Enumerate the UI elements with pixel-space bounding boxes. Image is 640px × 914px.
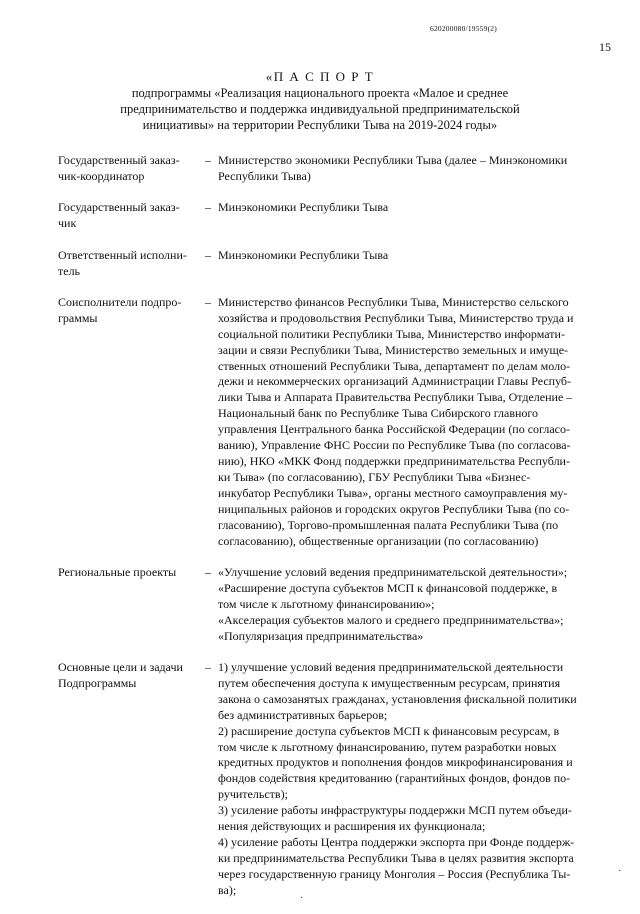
dash: –: [205, 200, 211, 215]
scan-mark: ·: [300, 893, 304, 904]
row-label: Ответственный исполни- тель: [58, 247, 187, 278]
row-executor: [58, 248, 610, 280]
row-label: Основные цели и задачи Подпрограммы: [58, 659, 183, 690]
title-line-1: «П А С П О Р Т: [265, 69, 375, 84]
row-regional-projects: [58, 565, 610, 645]
row-value: Минэкономики Республики Тыва: [218, 200, 389, 215]
row-label: Государственный заказ- чик-координатор: [58, 153, 180, 183]
title-line-3: предпринимательство и поддержка индивидуальной предпринимательской: [120, 102, 520, 116]
dash: –: [205, 564, 211, 579]
row-value: Минэкономики Республики Тыва: [218, 247, 389, 262]
row-goals: [58, 660, 610, 899]
row-value: Министерство финансов Республики Тыва, Министерство сельского хозяйства и продовольствия Республики Тыва, Министерство труда и социальной политики Республики Тыва, Министерство информати- зации и связи Республики Тыва, Министерство земельных и имуще- ственных отношений Республики Тыва, департамент по делам моло- дежи и некоммерческих организаций Администрации Главы Респуб- лики Тыва и Аппарата Правительства Республики Тыва, Отделение – Национальный банк по Республике Тыва Сибирского главного управления Центрального банка Российской Федерации (по согласо- ванию), Управление ФНС России по Республике Тыва (по согласова- нию), НКО «МКК Фонд поддержки предпринимательства Республи- ки Тыва» (по согласованию), ГБУ Республики Тыва «Бизнес- инкубатор Республики Тыва», органы местного самоуправления му- ниципальных районов и городских округов Республики Тыва (по со- гласованию), Торгово-промышленная палата Республики Тыва (по согласованию), общественные организации (по согласованию): [218, 294, 574, 548]
dash: –: [205, 153, 211, 167]
row-label: Соисполнители подпро- граммы: [58, 294, 182, 325]
dash: –: [205, 659, 211, 674]
document-code: 620200080/19559(2): [430, 24, 497, 33]
page-number: 15: [599, 40, 611, 54]
title-line-2: подпрограммы «Реализация национального проекта «Малое и среднее: [131, 86, 509, 100]
row-coexecutors: [58, 295, 610, 550]
scan-mark: ·: [618, 866, 622, 877]
passport-title: [0, 69, 640, 133]
row-label: Государственный заказ- чик: [58, 200, 180, 231]
row-coordinator: [58, 153, 610, 185]
row-label: Региональные проекты: [58, 564, 177, 579]
row-value: «Улучшение условий ведения предпринимательской деятельности»; «Расширение доступа субъектов МСП к финансовой поддержке, в том числе к льготному финансированию»; «Акселерация субъектов малого и среднего предпринимательства»; «Популяризация предпринимательства»: [218, 564, 568, 643]
title-line-4: инициативы» на территории Республики Тыва на 2019-2024 годы»: [142, 118, 498, 132]
row-customer: [58, 200, 610, 232]
passport-table: [58, 153, 610, 914]
row-value: Министерство экономики Республики Тыва (далее – Минэкономики Республики Тыва): [218, 153, 568, 183]
dash: –: [205, 247, 211, 262]
row-value: 1) улучшение условий ведения предпринимательской деятельности путем обеспечения доступа к имущественным ресурсам, принятия закона о самозанятых гражданах, установления фискальной политики без административных барьеров; 2) расширение доступа субъектов МСП к финансовым ресурсам, в том числе к льготному финансированию, путем разработки новых кредитных продуктов и пополнения фондов микрофинансирования и фондов содействия кредитованию (гарантийных фондов, фондов по- ручительств); 3) усиление работы инфраструктуры поддержки МСП путем объеди- нения действующих и расширения их функционала; 4) усиление работы Центра поддержки экспорта при Фонде поддерж- ки предпринимательства Республики Тыва в целях развития экспорта через государственную границу Монголия – Россия (Республика Ты- ва);: [218, 659, 577, 897]
dash: –: [205, 294, 211, 309]
